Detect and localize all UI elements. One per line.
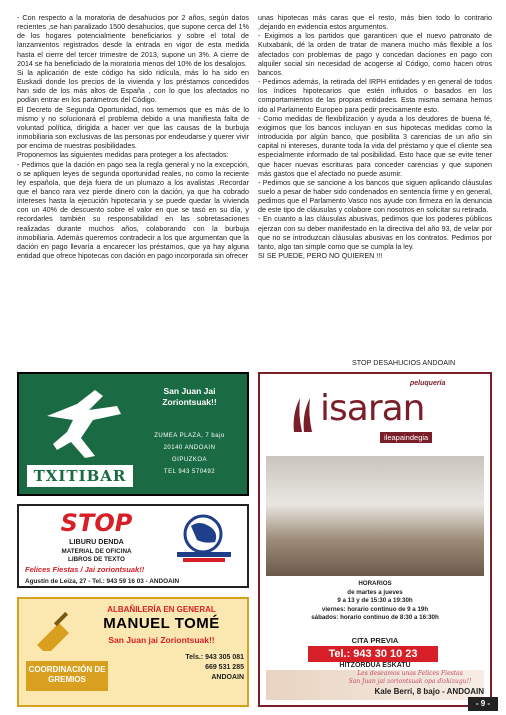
article-paragraph: El Decreto de Segunda Oportunidad, nos tememos que es más de lo mismo y no solucionará el problema debido a una manifiesta falta de voluntad política, dirigida a hacer ver que las causas de la burbuja inmobiliaria son exclusivas de las personas por endeudarse y querer vivir por encima de nuestras posibilidades. xyxy=(17,105,249,151)
ad-brand: TXITIBAR xyxy=(27,465,133,487)
ad-badge: COORDINACIÓN DE GREMIOS xyxy=(26,661,108,691)
runner-logo-icon xyxy=(37,386,127,460)
article-paragraph: unas hipotecas más caras que el resto, más bien todo lo contrario ,dejando en evidencia estos argumentos. xyxy=(258,14,492,32)
ad-hours: HORARIOS de martes a jueves 9 a 13 y de 15:30 a 19:30h viernes: horario continuo de 9 a 19h sábados: horario continuo de 8:30 a 16:30h xyxy=(311,580,439,622)
ad-greeting: Felices Fiestas / Jai zoriontsuak!! xyxy=(25,565,145,574)
article-paragraph: Proponemos las siguientes medidas para proteger a los afectados: xyxy=(17,151,229,160)
ad-trade: ALBAÑILERÍA EN GENERAL xyxy=(107,605,216,614)
article-paragraph: Si la aplicación de este código ha sido ridícula, más lo ha sido en Euskadi donde los precios de la vivienda y los préstamos concedidos han sido de los más altos de España , con lo que los afectados no podían entrar en los parámetros del Código. xyxy=(17,68,249,105)
ad-subname: ileapaindegia xyxy=(380,432,432,443)
ad-address: ZUMEA PLAZA, 7 bajo 20140 ANDOAIN GIPUZKOA TEL 943 570492 xyxy=(154,433,225,475)
article-paragraph: - En cuanto a las cláusulas abusivas, pedimos que los poderes públicos ejerzan con su deber manifestado en la directiva del año 93, de velar por que no se introduzcan cláusulas abusivas en los contratos. Pedimos por tanto, algo tan simple como que se cumpla la ley. xyxy=(258,215,492,251)
ad-greeting: San Juan Jai Zoriontsuak!! xyxy=(162,386,217,407)
ad-subtitle: LIBURU DENDA xyxy=(69,537,124,546)
article-paragraph: - Pedimos además, la retirada del IRPH entidades y en general de todos los índices hipotecarios que estén influidos o basados en los comportamientos de las propias entidades. Esta misma semana hemos ido al Parlamento Europeo para pedir precisamente esto. xyxy=(258,78,492,114)
article-paragraph: - Pedimos que la dación en pago sea la regla general y no la excepción, o se apliquen leyes de segunda oportunidad reales, no como la reciente ley española, que deja fuera de un plumazo a los avalistas .Recordar que el banco rara vez pierde dinero con la dación, ya que ha cobrado intereses hasta la ejecución hipotecaria y se puede quedar la vivienda con un 40% de descuento sobre el valor en que se tasó en su día, y recordarles también su responsabilidad en las sobretasaciones realizadas durante muchos años, colaborando con la burbuja inmobiliaria. Además queremos contradecir a los que argumentan que la dación en pago llevaría a encarecer los préstamos, que ya hay alguna entidad que ofrece hipotecas con dación en pago incorporada sin ofrecer xyxy=(17,160,249,261)
ad-hitzordua: HITZORDUA ESKATU xyxy=(339,662,411,669)
article-signature: STOP DESAHUCIOS ANDOAIN xyxy=(352,358,456,367)
ad-label: peluquería xyxy=(410,380,446,387)
ad-phones: Tels.: 943 305 081 669 531 285 ANDOAIN xyxy=(185,654,244,681)
ad-title: STOP xyxy=(60,509,133,537)
trowel-icon xyxy=(31,607,75,651)
ad-address: Kale Berri, 8 bajo - ANDOAIN xyxy=(374,687,484,696)
ad-txitibar xyxy=(17,372,249,496)
article-column-left xyxy=(17,14,249,261)
ad-cita: CITA PREVIA xyxy=(351,636,399,645)
ad-materials: MATERIAL DE OFICINA LIBROS DE TEXTO xyxy=(61,548,132,563)
ad-name: MANUEL TOMÉ xyxy=(103,615,220,632)
page-number: - 9 - xyxy=(468,697,498,711)
article-paragraph: - Exigimos a los partidos que garanticen que el nuevo patronato de Kutxabank, dé la orden de tratar de manera mucho más flexible a los afectados con problemas de pago y concedan daciones en pago con alquiler social sin necesidad de acogerse al Código, como hacen otros bancos. xyxy=(258,32,492,77)
ad-greeting: San Juan jai Zoriontsuak!! xyxy=(108,635,215,645)
globe-books-icon xyxy=(169,512,239,564)
article-paragraph: - Pedimos que se sancione a los bancos que siguen aplicando cláusulas suelo a pesar de haber sido condenados en sentencia firme y en general, pedimos que el Parlamento Vasco nos ayude con firmeza en la denuncia de este tipo de cláusulas y colabore con nosotros en solicitar su retirada. xyxy=(258,178,492,215)
ad-isaran xyxy=(258,372,492,707)
article-paragraph: - Como medidas de flexibilización y ayuda a los deudores de buena fé, exigimos que los bancos incluyan en sus hipotecas medidas como la introducida por algún banco, que posibilita 3 carencias de un año sin capital ni intereses, durante toda la vida del préstamo y que el cliente sea especialmente informado de tal posibilidad. Esto hace que se evite tener que hacer nuevas escrituras para conceder carencias y que suponen más gastos que el afectado no puede asumir. xyxy=(258,114,492,178)
ad-greeting: Les deseamos unas Felices Fiestas San Juan jai zoriontsuak opa dizkizugu!! xyxy=(348,670,472,685)
ad-name: isaran xyxy=(320,388,425,429)
isaran-logo-icon xyxy=(290,394,316,434)
article-column-right xyxy=(258,14,492,261)
ad-stop xyxy=(17,504,249,588)
ad-phone: Tel.: 943 30 10 23 xyxy=(308,646,438,662)
article-closing: SI SE PUEDE, PERO NO QUIEREN !!! xyxy=(258,252,383,261)
salon-photo xyxy=(266,456,484,576)
ad-address: Agustín de Leiza, 27 - Tel.: 943 59 16 03 - ANDOAIN xyxy=(25,578,180,585)
ad-manuel-tome xyxy=(17,597,249,707)
article-paragraph: - Con respecto a la moratoria de desahucios por 2 años, según datos recientes ,se han paralizado 1500 desahucios, que supone cerca del 1% de los hogares potencialmente beneficiarios y sobre el total de lanzamientos registrados desde la entrada en vigor de esta medida hasta el cierre del tercer trimestre de 2013, supone un 3%. A cierre de 2014 se ha beneficiado de la moratoria menos del 10% de los desalojos. xyxy=(17,14,249,68)
